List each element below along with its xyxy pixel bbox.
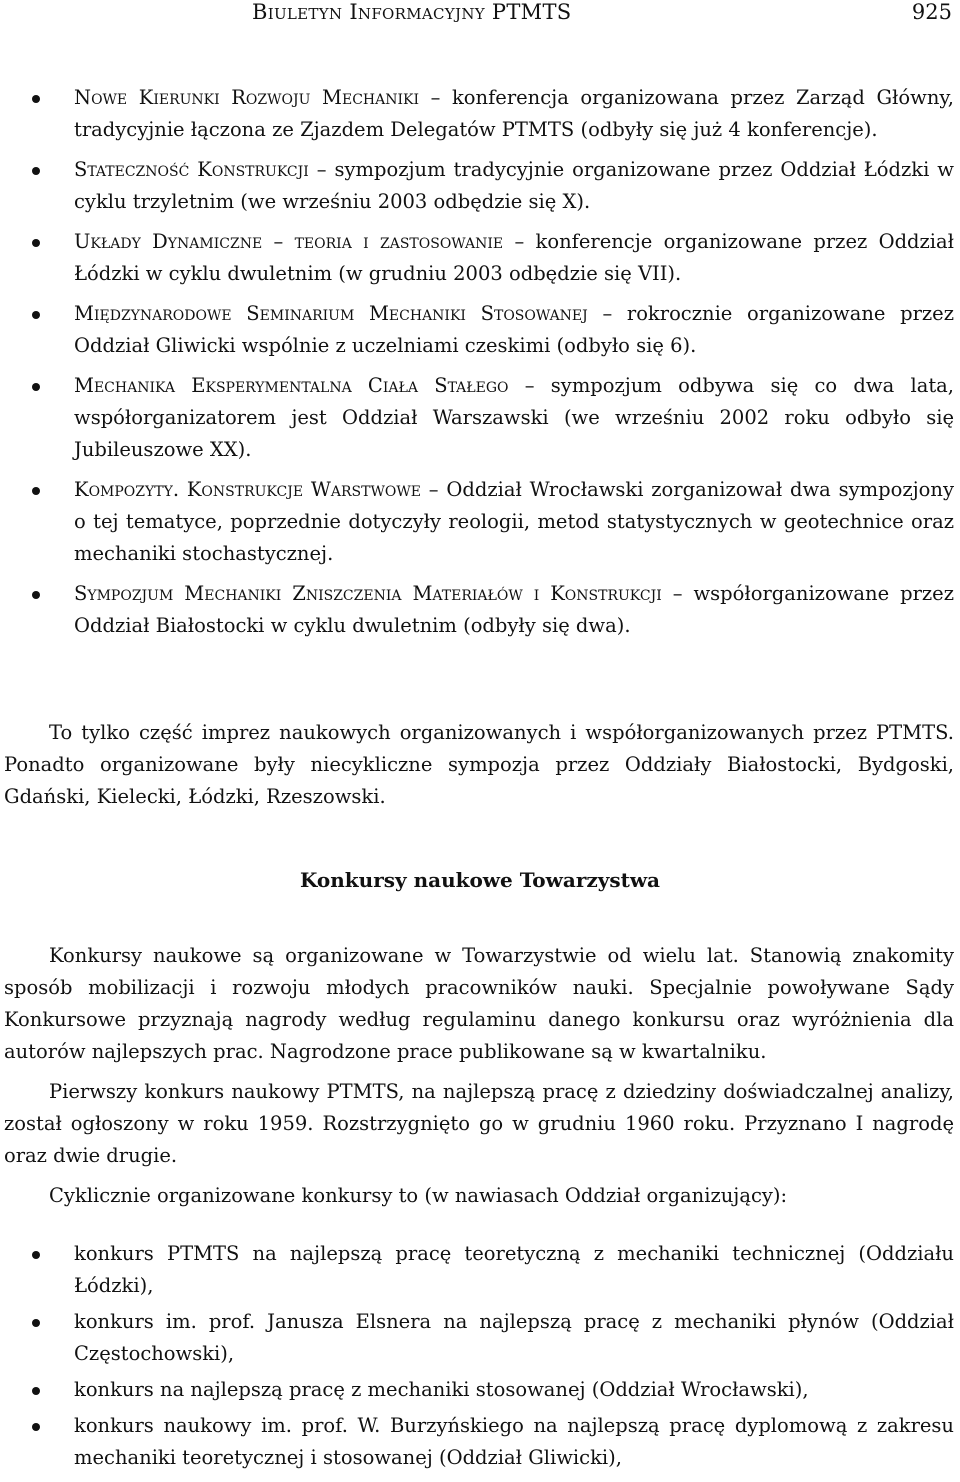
event-description: – konferencja organizowana przez Zarząd Główny, tradycyjnie łączona ze Zjazdem Delegatów PTMTS (odbyły się już 4 konferencje). <box>74 86 954 141</box>
bullet-icon <box>32 1423 40 1431</box>
bullet-icon <box>32 1251 40 1259</box>
event-item <box>4 82 956 146</box>
bullet-icon <box>32 591 40 599</box>
bullet-icon <box>32 167 40 175</box>
event-item <box>4 298 956 362</box>
event-item <box>4 370 956 466</box>
closing-section <box>4 717 954 813</box>
bullet-icon <box>32 487 40 495</box>
event-name: Stateczność Konstrukcji <box>74 158 309 181</box>
bullet-icon <box>32 383 40 391</box>
event-description: – Oddział Wrocławski zorganizował dwa sympozjony o tej tematyce, poprzednie dotyczyły reologii, metod statystycznych w geotechnice oraz mechaniki stochastycznej. <box>74 478 954 565</box>
event-item <box>4 154 956 218</box>
contest-text: konkurs PTMTS na najlepszą pracę teoretyczną z mechaniki technicznej (Oddziału Łódzki), <box>74 1242 954 1297</box>
contest-section <box>4 940 954 1220</box>
contest-item <box>4 1374 956 1406</box>
event-description: – sympozjum tradycyjnie organizowane przez Oddział Łódzki w cyklu trzyletnim (we wrześniu 2003 odbędzie się X). <box>74 158 954 213</box>
event-description: – współorganizowane przez Oddział Białostocki w cyklu dwuletnim (odbyły się dwa). <box>74 582 954 637</box>
event-item <box>4 474 956 570</box>
contest-text: konkurs na najlepszą pracę z mechaniki stosowanej (Oddział Wrocławski), <box>74 1378 809 1401</box>
event-description: – konferencje organizowane przez Oddział Łódzki w cyklu dwuletnim (w grudniu 2003 odbędzie się VII). <box>74 230 954 285</box>
page-number: 925 <box>911 0 952 24</box>
section-title: Konkursy naukowe Towarzystwa <box>299 868 661 892</box>
running-title: Biuletyn Informacyjny PTMTS <box>252 0 572 24</box>
event-name: Mechanika Eksperymentalna Ciała Stałego <box>74 374 509 397</box>
contest-text: konkurs naukowy im. prof. W. Burzyńskiego na najlepszą pracę dyplomową z zakresu mechaniki teoretycznej i stosowanej (Oddział Gliwicki), <box>74 1414 954 1469</box>
bullet-icon <box>32 1319 40 1327</box>
bullet-icon <box>32 239 40 247</box>
event-description: – sympozjum odbywa się co dwa lata, współorganizatorem jest Oddział Warszawski (we wrześniu 2002 roku odbyło się Jubileuszowe XX). <box>74 374 954 461</box>
event-item <box>4 226 956 290</box>
bullet-icon <box>32 1387 40 1395</box>
contest-text: konkurs im. prof. Janusza Elsnera na najlepszą pracę z mechaniki płynów (Oddział Częstochowski), <box>74 1310 954 1365</box>
event-name: Sympozjum Mechaniki Zniszczenia Materiałów i Konstrukcji <box>74 582 662 605</box>
contest-item <box>4 1306 956 1370</box>
events-list <box>4 82 956 650</box>
contest-item <box>4 1238 956 1302</box>
event-item <box>4 578 956 642</box>
closing-paragraph: To tylko część imprez naukowych organizowanych i współorganizowanych przez PTMTS. Ponadto organizowane były niecykliczne sympozja przez Oddziały Białostocki, Bydgoski, Gdański, Kielecki, Łódzki, Rzeszowski. <box>4 721 954 808</box>
event-name: Nowe Kierunki Rozwoju Mechaniki <box>74 86 419 109</box>
running-header <box>4 0 956 26</box>
event-name: Kompozyty. Konstrukcje Warstwowe <box>74 478 421 501</box>
bullet-icon <box>32 311 40 319</box>
event-description: – rokrocznie organizowane przez Oddział Gliwicki wspólnie z uczelniami czeskimi (odbyło się 6). <box>74 302 954 357</box>
bullet-icon <box>32 95 40 103</box>
event-name: Układy Dynamiczne – teoria i zastosowanie <box>74 230 504 253</box>
body-paragraph: Pierwszy konkurs naukowy PTMTS, na najlepszą pracę z dziedziny doświadczalnej analizy, został ogłoszony w roku 1959. Rozstrzygnięto go w grudniu 1960 roku. Przyznano I nagrodę oraz dwie drugie. <box>4 1080 954 1167</box>
event-name: Międzynarodowe Seminarium Mechaniki Stosowanej <box>74 302 588 325</box>
contest-item <box>4 1410 956 1474</box>
body-paragraph: Cyklicznie organizowane konkursy to (w nawiasach Oddział organizujący): <box>49 1184 788 1207</box>
body-paragraph: Konkursy naukowe są organizowane w Towarzystwie od wielu lat. Stanowią znakomity sposób mobilizacji i rozwoju młodych pracowników nauki. Specjalnie powoływane Sądy Konkursowe przyznają nagrody według regulaminu danego konkursu oraz wyróżnienia dla autorów najlepszych prac. Nagrodzone prace publikowane są w kwartalniku. <box>4 944 954 1063</box>
contests-list <box>4 1238 956 1478</box>
